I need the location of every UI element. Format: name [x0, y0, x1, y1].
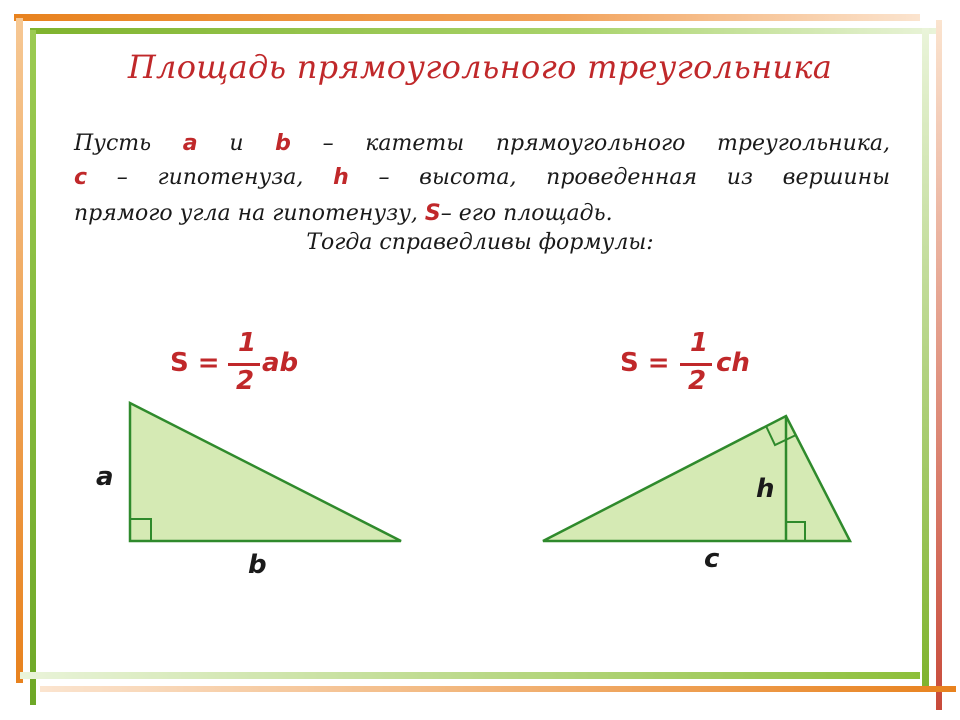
- fraction-numerator: 1: [690, 328, 709, 358]
- label-hypotenuse-c: c: [704, 544, 720, 574]
- fraction-numerator: 1: [238, 328, 257, 358]
- label-height-h: h: [756, 474, 775, 504]
- variable-c: c: [74, 165, 88, 190]
- formula-rhs: ab: [262, 348, 299, 378]
- variable-b: b: [275, 131, 291, 156]
- fraction-denominator: 2: [688, 366, 707, 396]
- variable-h: h: [333, 165, 349, 190]
- fraction-denominator: 2: [236, 366, 255, 396]
- label-leg-b: b: [248, 550, 267, 580]
- formula-lhs: S =: [170, 348, 220, 378]
- intro-word: и: [229, 131, 244, 156]
- label-leg-a: a: [96, 462, 114, 492]
- intro-word: прямого угла на гипотенузу,: [74, 201, 418, 226]
- intro-word: Пусть: [74, 131, 152, 156]
- intro-word: – его площадь.: [440, 201, 613, 226]
- intro-line-4: Тогда справедливы формулы:: [306, 230, 654, 255]
- intro-word: – катеты прямоугольного треугольника,: [322, 131, 890, 156]
- formula-lhs: S =: [620, 348, 670, 378]
- page-title: Площадь прямоугольного треугольника: [127, 48, 833, 86]
- intro-word: – высота, проведенная из вершины: [378, 165, 890, 190]
- variable-a: a: [182, 131, 198, 156]
- variable-s: S: [424, 201, 441, 226]
- formula-rhs: ch: [716, 348, 750, 378]
- intro-word: – гипотенуза,: [116, 165, 304, 190]
